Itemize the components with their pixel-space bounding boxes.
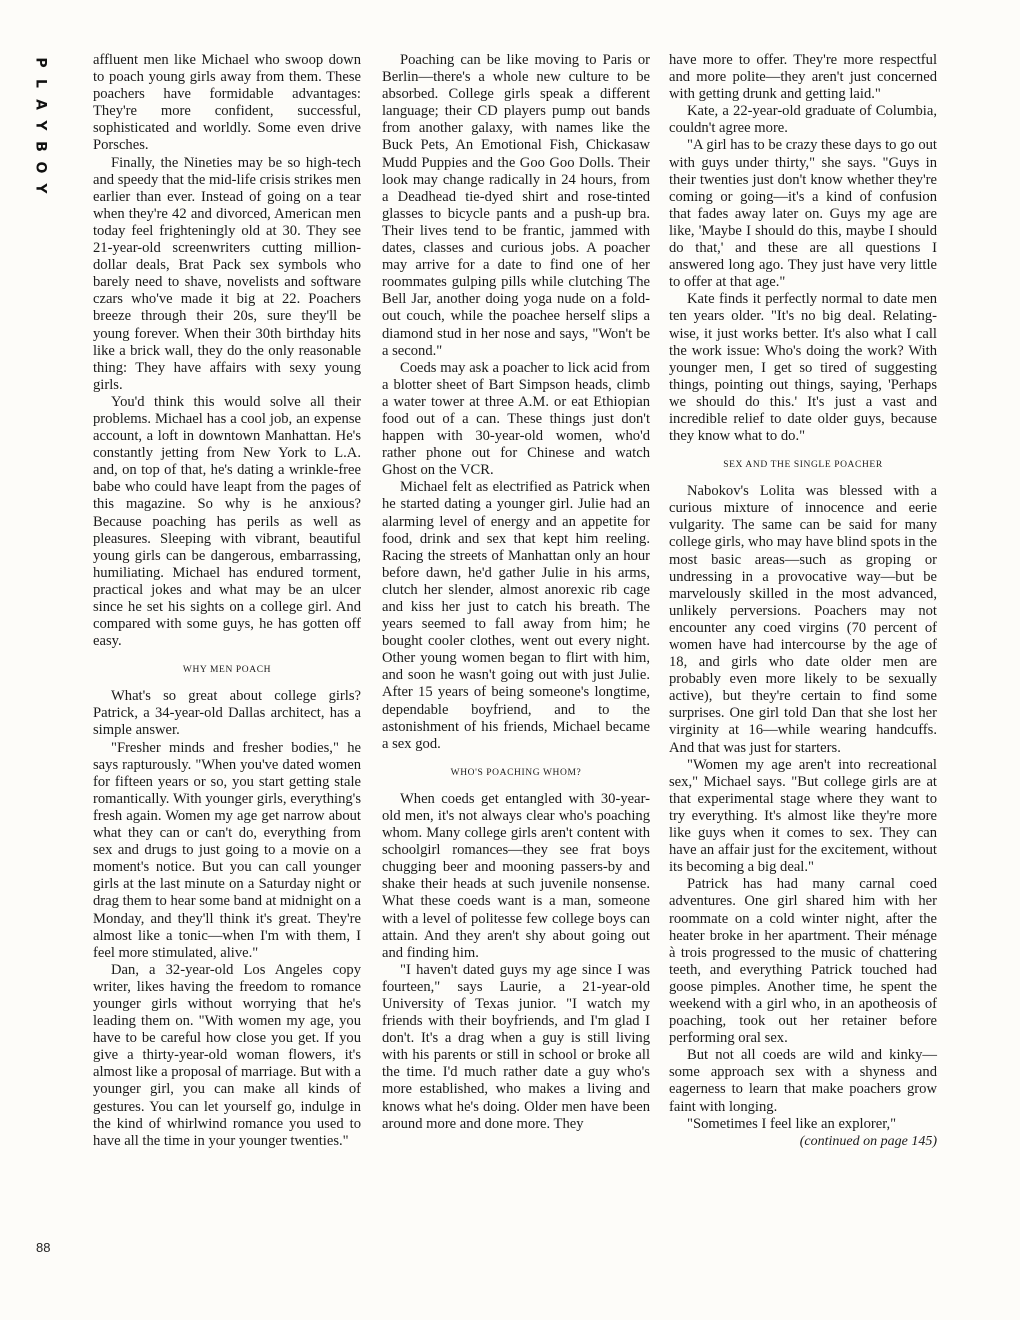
magazine-name-vertical (30, 52, 50, 199)
paragraph: When coeds get entangled with 30-year-old men, it's not always clear who's poaching whom. Many college girls aren't content with schoolgirl romances—they see frat boys chugging beer and mooning passers-by and shake their heads at such juvenile nonsense. What these coeds want is a man, someone with a level of politesse few college boys can attain. And they aren't shy about going out and finding him. (382, 790, 650, 961)
brand-letter: Y (32, 183, 49, 194)
paragraph: What's so great about college girls? Patrick, a 34-year-old Dallas architect, has a simple answer. (93, 688, 361, 739)
paragraph: have more to offer. They're more respectful and more polite—they aren't just concerned with getting drunk and getting laid." (669, 52, 937, 103)
article-column-3 (669, 52, 937, 1150)
section-heading: SEX AND THE SINGLE POACHER (723, 460, 883, 471)
paragraph: Nabokov's Lolita was blessed with a curious mixture of innocence and eerie vulgarity. The same can be said for many college girls, who may have blind spots in the most basic areas—such as groping or undressing in a provocative way—but be marvelously skilled in the most advanced, unlikely perversions. Poachers may not encounter any coed virgins (70 percent of women have had intercourse by the age of 18, and girls who date older men are probably even more likely to be sexually active), but they're certain to find some surprises. One girl told Dan that she lost her virginity at 16—while wearing handcuffs. And that was just for starters. (669, 483, 937, 756)
paragraph: You'd think this would solve all their problems. Michael has a cool job, an expense account, a loft in downtown Manhattan. He's constantly jetting from New York to L.A. and, on top of that, he's dating a wrinkle-free babe who could have leapt from the pages of this magazine. So why is he anxious? Because poaching has perils as well as pleasures. Sleeping with vibrant, beautiful young girls can be dangerous, embarrassing, humiliating. Michael has endured torment, practical jokes and what may be an ulcer since he set his sights on a college girl. And compared with some guys, he has gotten off easy. (93, 393, 361, 650)
paragraph: "Sometimes I feel like an explorer," (687, 1115, 897, 1132)
paragraph: Kate, a 22-year-old graduate of Columbia, couldn't agree more. (669, 103, 937, 137)
paragraph: "Fresher minds and fresher bodies," he says rapturously. "When you've dated women for fifteen years or so, you start getting stale romantically. With younger girls, everything's fresh again. Women my age get narrow about what they can or can't do, everything from sex and drugs to just going to a movie on a moment's notice. But you can call younger girls at the last minute on a Saturday night or drag them to hear some band at midnight on a Monday, and they'll think it's great. They're almost like a tonic—when I'm with them, I feel more stimulated, alive." (93, 739, 361, 961)
article-column-2 (382, 52, 650, 1133)
paragraph: "A girl has to be crazy these days to go out with guys under thirty," she says. "Guys in their twenties just don't know whether they're coming or going—it's a kind of confusion that fades away later on. Guys my age are like, 'Maybe I should do this, maybe I should do that,' and these are all questions I answered long ago. They just have very little to offer at that age." (669, 137, 937, 291)
brand-letter: O (32, 161, 49, 174)
brand-letter: B (32, 141, 49, 152)
brand-letter: L (32, 79, 49, 88)
paragraph: "I haven't dated guys my age since I was fourteen," says Laurie, a 21-year-old University of Texas junior. "I watch my friends with their boyfriends, and I'm glad I don't. It's a drag when a guy is still living with his parents or still in school or broke all the time. I'd much rather date a guy who's more established, who makes a living and knows what he's doing. Older men have been around more and done more. They (382, 961, 650, 1132)
paragraph: "Women my age aren't into recreational sex," Michael says. "But college girls are at that experimental stage where they want to try everything. It's almost like they're more like guys when it comes to sex. They can have an affair just for the excitement, without its becoming a big deal." (669, 756, 937, 876)
section-heading: WHO'S POACHING WHOM? (450, 767, 582, 778)
page-number: 88 (36, 1240, 51, 1255)
brand-letter: A (32, 99, 49, 110)
brand-letter: Y (32, 120, 49, 131)
continued-note: (continued on page 145) (799, 1133, 937, 1149)
brand-letter: P (32, 57, 49, 68)
article-column-1 (93, 52, 361, 1150)
paragraph: Finally, the Nineties may be so high-tech and speedy that the mid-life crisis strikes men earlier than ever. Instead of going on a tear when they're 42 and divorced, American men today feel frighteningly old at 30. They see 21-year-old screenwriters cutting million-dollar deals, Brat Pack sex symbols who barely need to shave, novelists and software czars who've made it big at 22. Poachers breeze through their 20s, sure they'll be young forever. When their 30th birthday hits like a brick wall, they do the only reasonable thing: They have affairs with sexy young girls. (93, 154, 361, 393)
paragraph: Dan, a 32-year-old Los Angeles copy writer, likes having the freedom to romance younger girls without worrying that he's leading them on. "With women my age, you have to be careful how close you get. If you give a thirty-year-old woman flowers, it's almost like a proposal of marriage. But with a younger girl, you can make all kinds of gestures. You can let yourself go, indulge in the kind of whirlwind romance you used to have all the time in your younger twenties." (93, 961, 361, 1149)
section-heading: WHY MEN POACH (182, 665, 272, 676)
paragraph: Patrick has had many carnal coed adventures. One girl shared him with her roommate on a cold winter night, after the heater broke in her apartment. Their ménage à trois progressed to the music of chattering teeth, and everything Patrick touched had goose pimples. Another time, he spent the weekend with a girl who, in an apotheosis of poaching, took out her retainer before performing oral sex. (669, 876, 937, 1047)
paragraph: Coeds may ask a poacher to lick acid from a blotter sheet of Bart Simpson heads, climb a water tower at three A.M. or eat Ethiopian food out of a can. These things just don't happen with 30-year-old women, who'd rather phone out for Chinese and watch Ghost on the VCR. (382, 359, 650, 479)
paragraph: Kate finds it perfectly normal to date men ten years older. "It's no big deal. Relating-wise, it just works better. It's also what I call the work issue: Who's doing the work? With younger men, I get so tired of suggesting things, pointing out things, saying, 'Perhaps we should do this.' It's just a vast and incredible relief to date older guys, because they know what to do." (669, 291, 937, 445)
paragraph: Poaching can be like moving to Paris or Berlin—there's a whole new culture to be absorbed. College girls speak a different language; their CD players pump out bands from another galaxy, with names like the Buck Pets, An Emotional Fish, Chickasaw Mudd Puppies and the Goo Goo Dolls. Their look may change radically in 24 hours, from a Deadhead tie-dyed shirt and rose-tinted glasses to bicycle pants and a push-up bra. Their lives tend to be frantic, jammed with dates, classes and curious jobs. A poacher may arrive for a date to find one of her roommates gulping pills while clutching The Bell Jar, another doing yoga nude on a fold-out couch, while the poachee herself slips a diamond stud in her nose and says, "Won't be a second." (382, 52, 650, 359)
paragraph: affluent men like Michael who swoop down to poach young girls away from them. These poachers have formidable advantages: They're more confident, successful, sophisticated and worldly. Some even drive Porsches. (93, 52, 361, 154)
paragraph: But not all coeds are wild and kinky—some approach sex with a shyness and eagerness to learn that make poachers grow faint with longing. (669, 1047, 937, 1115)
paragraph: Michael felt as electrified as Patrick when he started dating a younger girl. Julie had an alarming level of energy and an appetite for food, drink and sex that kept him reeling. Racing the streets of Manhattan only an hour before dawn, he'd gather Julie in his arms, clutch her slender, almost anorexic rib cage and kiss her just to catch his breath. The years seemed to fall away from him; he bought cooler clothes, went out every night. Other young women began to flirt with him, and soon he wasn't going out with just Julie. After 15 years of being someone's longtime, dependable boyfriend, and to the astonishment of his friends, Michael became a sex god. (382, 479, 650, 752)
